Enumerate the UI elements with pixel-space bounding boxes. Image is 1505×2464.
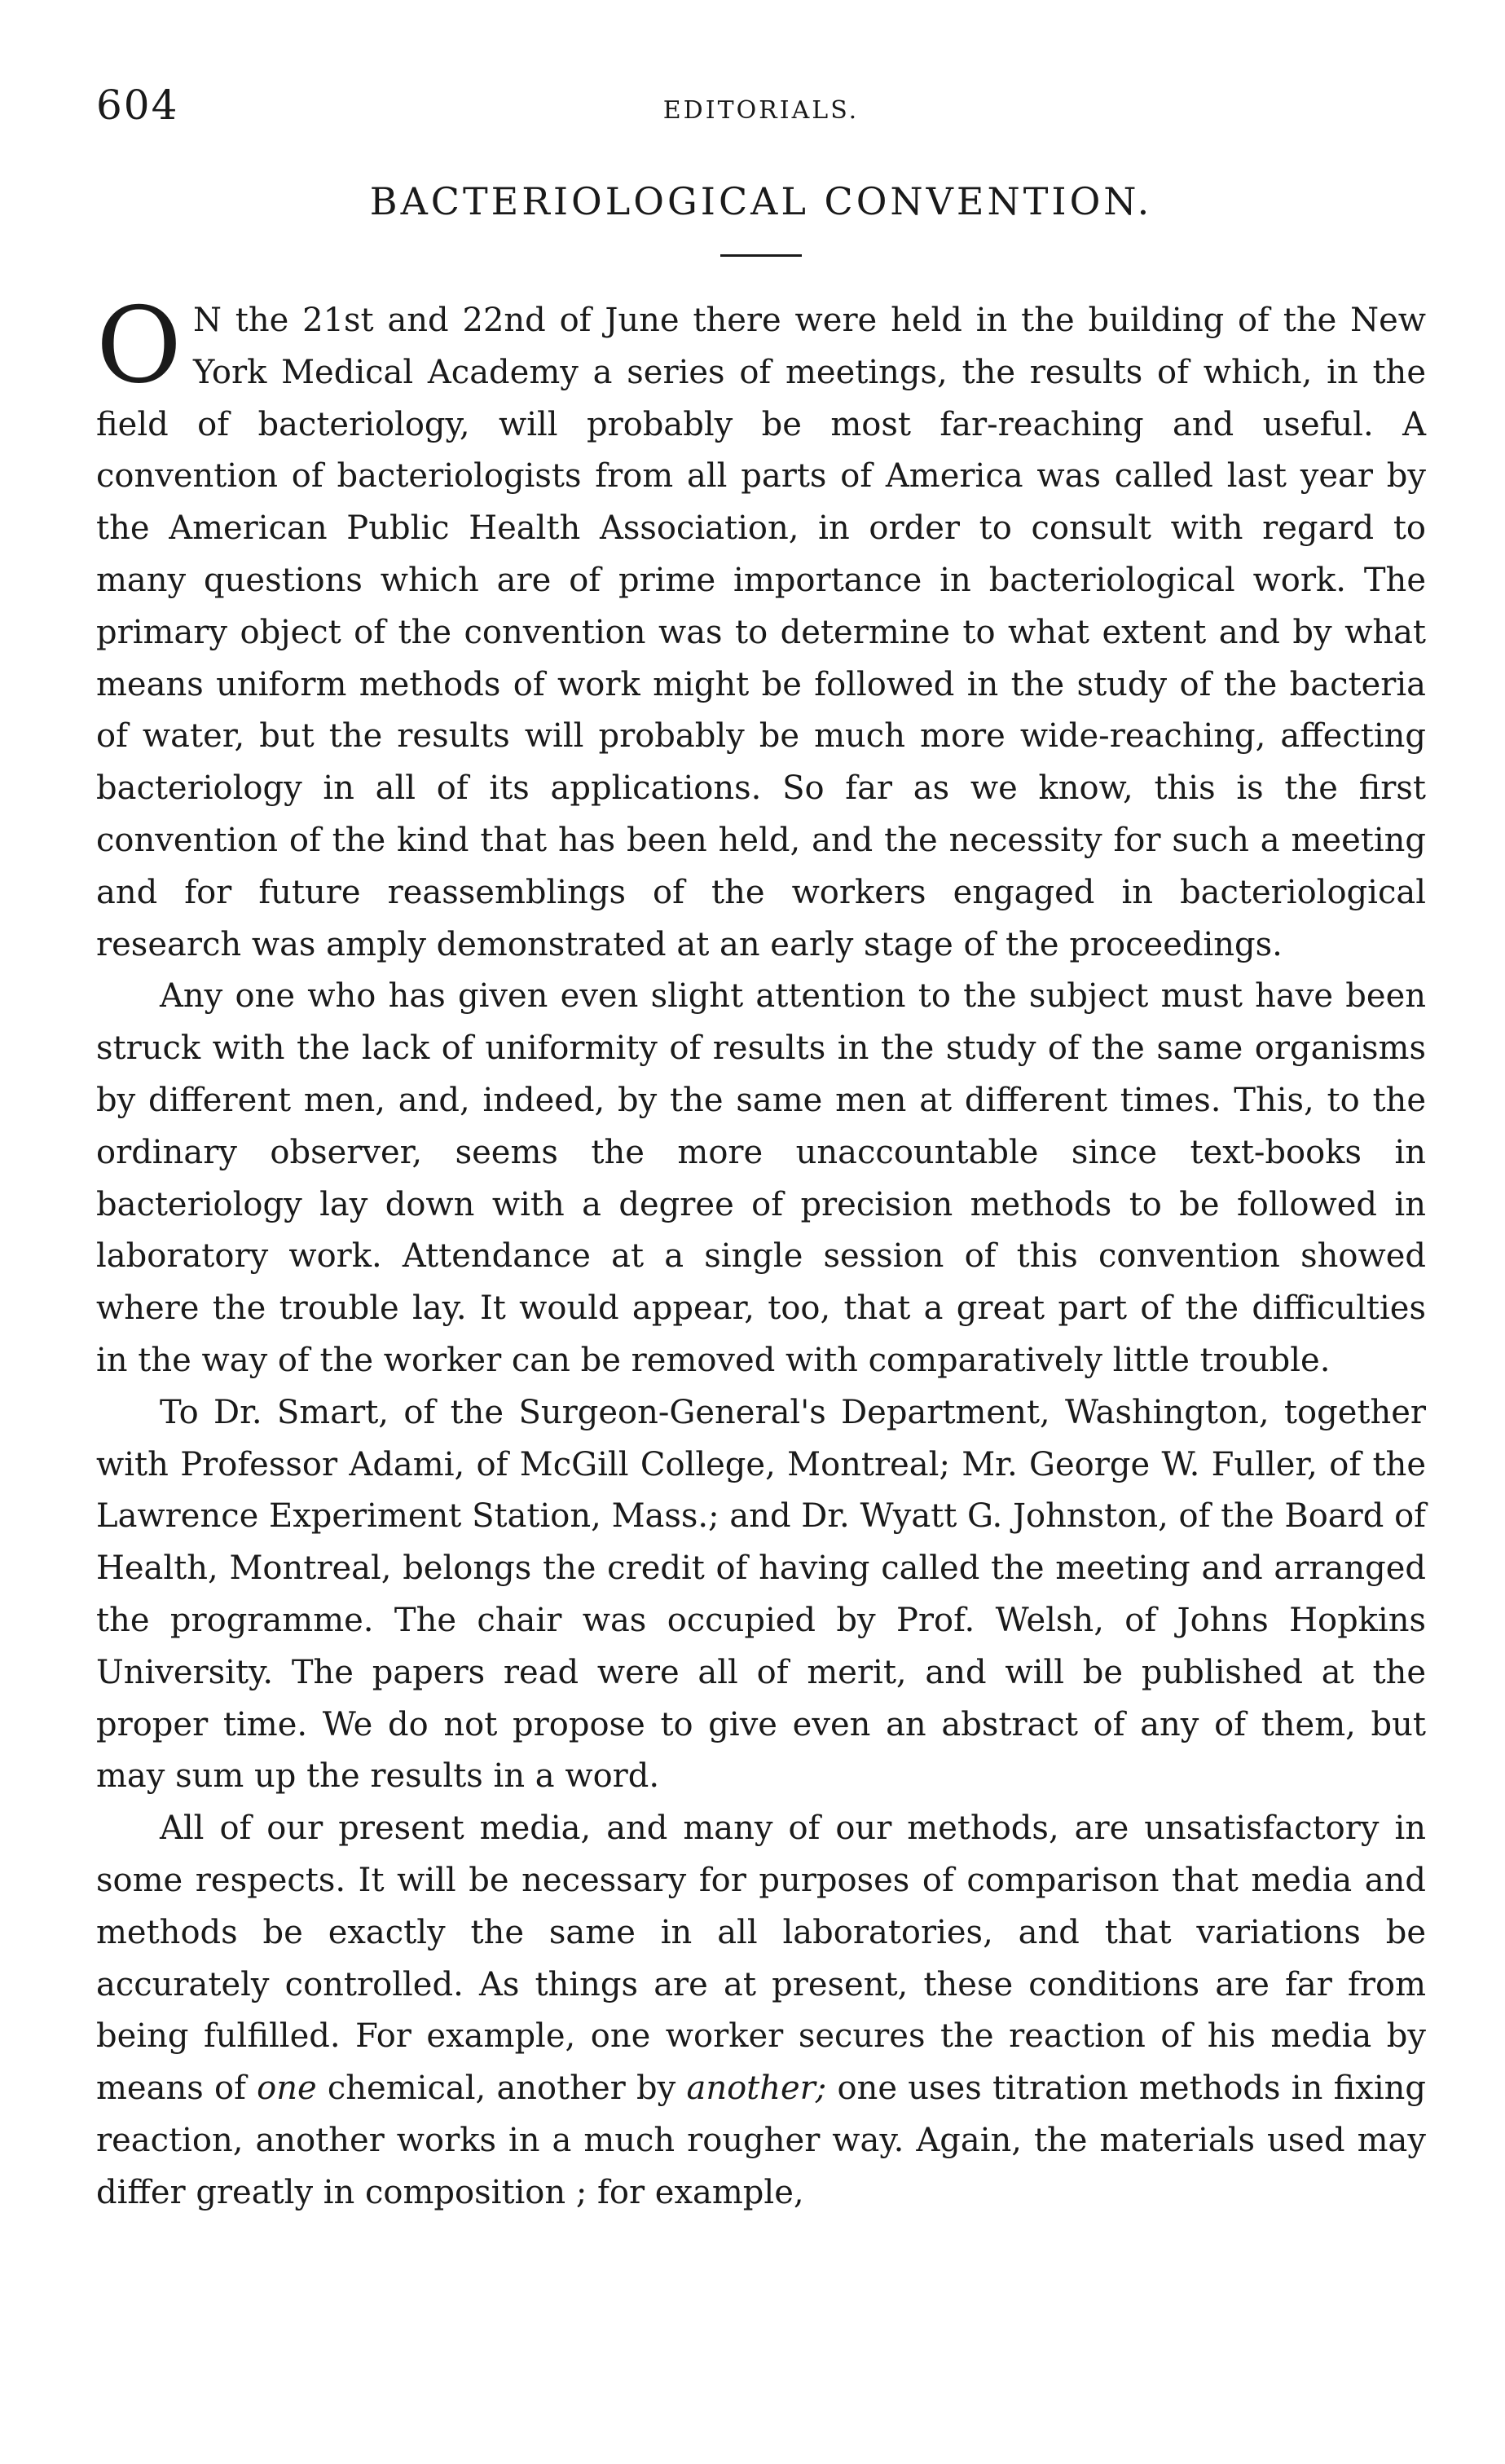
- running-head: EDITORIALS.: [662, 96, 860, 125]
- page-header: [96, 82, 1426, 139]
- paragraph-3: To Dr. Smart, of the Surgeon-General's Department, Washington, together with Professor Adami, of McGill College, Montreal; Mr. George W. Fuller, of the Lawrence Experiment Station, Mass.; and Dr. Wyatt G. Johnston, of the Board of Health, Montreal, belongs the credit of having called the meeting and arranged the programme. The chair was occupied by Prof. Welsh, of Johns Hopkins University. The papers read were all of merit, and will be published at the proper time. We do not propose to give even an abstract of any of them, but may sum up the results in a word.: [96, 1393, 1426, 1796]
- paragraph-1: [96, 285, 1426, 971]
- paragraph-4-text-c: one uses titration methods in fixing reaction, another works in a much rougher way. Again, the materials used may differ greatly in composition ; for example,: [96, 2069, 1426, 2211]
- emphasis-another: another;: [686, 2069, 827, 2108]
- paragraph-4-text-b: chemical, another by: [316, 2069, 687, 2108]
- paragraph-2: Any one who has given even slight attention to the subject must have been struck with the lack of uniformity of results in the study of the same organisms by different men, and, indeed, by the same men at different times. This, to the ordinary observer, seems the more unaccountable since text-books in bacteriology lay down with a degree of precision methods to be followed in laboratory work. Attendance at a single session of this convention showed where the trouble lay. It would appear, too, that a great part of the difficulties in the way of the worker can be removed with comparatively little trouble.: [96, 977, 1426, 1379]
- paragraph-1-text: N the 21st and 22nd of June there were held in the building of the New York Medical Academy a series of meetings, the results of which, in the field of bacteriology, will probably be most far-reaching and useful. A convention of bacteriologists from all parts of America was called last year by the American Public Health Association, in order to consult with regard to many questions which are of prime importance in bacteriological work. The primary object of the convention was to determine to what extent and by what means uniform methods of work might be followed in the study of the bacteria of water, but the results will probably be much more wide-reaching, affecting bacteriology in all of its applications. So far as we know, this is the first convention of the kind that has been held, and the necessity for such a meeting and for future reassemblings of the workers engaged in bacteriological research was amply demonstrated at an early stage of the proceedings.: [96, 302, 1426, 963]
- emphasis-one: one: [257, 2069, 317, 2108]
- paragraph-4: [96, 1803, 1426, 2219]
- drop-cap: O: [96, 285, 182, 407]
- paragraph-4-text-a: All of our present media, and many of our methods, are unsatisfactory in some respects. It will be necessary for purposes of comparison that media and methods be exactly the same in all laboratories, and that variations be accurately controlled. As things are at present, these conditions are far from being fulfilled. For example, one worker secures the reaction of his media by means of: [96, 1809, 1426, 2108]
- article-title: BACTERIOLOGICAL CONVENTION.: [369, 179, 1153, 223]
- page-number: 604: [96, 82, 179, 129]
- article-body: [96, 285, 1426, 2219]
- title-divider: [720, 254, 802, 257]
